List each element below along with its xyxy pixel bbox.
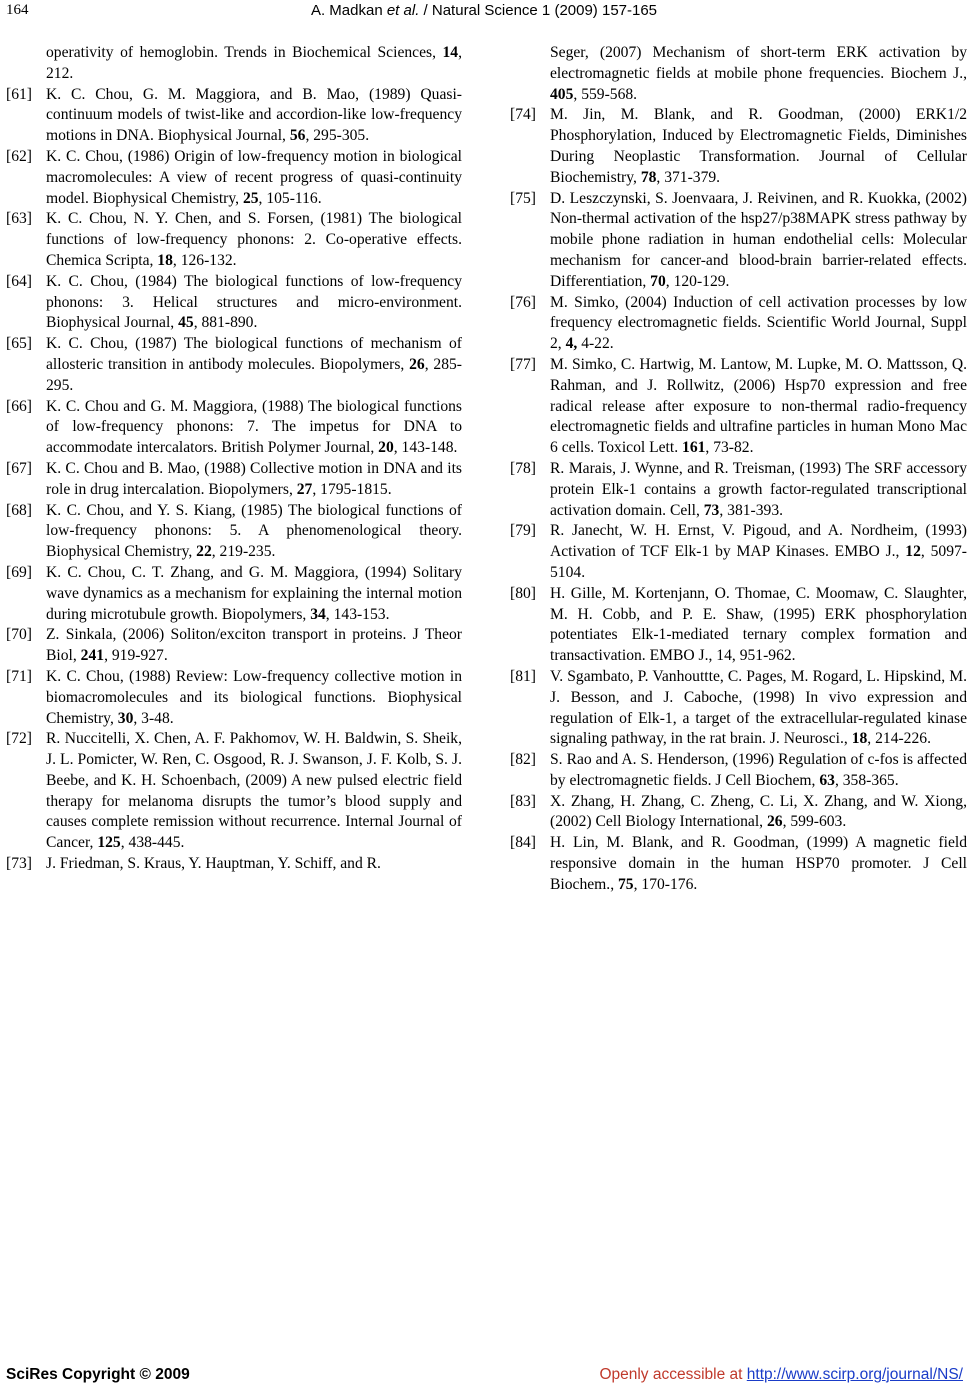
reference-text: R. Janecht, W. H. Ernst, V. Pigoud, and A. Nordheim, (1993) Activation of TCF Elk-1 by MAP Kinases. EMBO J., 12, 5097-5104. bbox=[550, 522, 967, 581]
reference-entry bbox=[6, 854, 462, 875]
running-head bbox=[0, 0, 968, 22]
reference-entry bbox=[6, 563, 462, 625]
reference-entry bbox=[6, 272, 462, 334]
footer-access bbox=[599, 1366, 963, 1384]
reference-text: X. Zhang, H. Zhang, C. Zheng, C. Li, X. Zhang, and W. Xiong, (2002) Cell Biology International, 26, 599-603. bbox=[550, 792, 967, 831]
running-head-journal: / Natural Science 1 (2009) 157-165 bbox=[423, 2, 658, 19]
reference-text: R. Marais, J. Wynne, and R. Treisman, (1993) The SRF accessory protein Elk-1 contains a growth factor-regulated transcriptional activation domain. Cell, 73, 381-393. bbox=[550, 459, 967, 519]
reference-text: K. C. Chou and G. M. Maggiora, (1988) The biological functions of low-frequency phonons: 7. The impetus for DNA to accommodate intercalators. British Polymer Journal, 20, 143-148. bbox=[46, 397, 462, 457]
reference-entry bbox=[6, 147, 462, 209]
reference-entry bbox=[6, 501, 462, 563]
footer-journal-link[interactable]: http://www.scirp.org/journal/NS/ bbox=[746, 1366, 963, 1383]
reference-entry bbox=[6, 397, 462, 459]
reference-text: H. Gille, M. Kortenjann, O. Thomae, C. Moomaw, C. Slaughter, M. H. Cobb, and P. E. Shaw, (1995) ERK phosphorylation potentiates Elk-1-mediated ternary complex formation and transactivation. EMBO J., 14, 951-962. bbox=[550, 584, 967, 665]
reference-entry bbox=[510, 459, 967, 521]
reference-text: K. C. Chou, (1988) Review: Low-frequency collective motion in biomacromolecules and its biological functions. Biophysical Chemistry, 30, 3-48. bbox=[46, 667, 462, 727]
reference-list-right bbox=[510, 105, 967, 895]
reference-entry bbox=[6, 209, 462, 271]
reference-text: K. C. Chou, C. T. Zhang, and G. M. Maggiora, (1994) Solitary wave dynamics as a mechanism for explaining the internal motion during microtubule growth. Biopolymers, 34, 143-153. bbox=[46, 563, 462, 623]
reference-number: [83] bbox=[510, 792, 536, 810]
reference-entry bbox=[6, 729, 462, 854]
reference-number: [73] bbox=[6, 855, 32, 873]
reference-number: [68] bbox=[6, 501, 32, 519]
reference-number: [67] bbox=[6, 459, 32, 477]
reference-number: [75] bbox=[510, 189, 536, 207]
reference-text: K. C. Chou, G. M. Maggiora, and B. Mao, (1989) Quasi-continuum models of twist-like and accordion-like low-frequency motions in DNA. Biophysical Journal, 56, 295-305. bbox=[46, 85, 462, 145]
reference-number: [81] bbox=[510, 667, 536, 685]
reference-entry bbox=[510, 667, 967, 750]
reference-entry bbox=[6, 667, 462, 729]
reference-entry bbox=[510, 189, 967, 293]
references-left-column bbox=[6, 43, 462, 875]
reference-entry bbox=[510, 792, 967, 834]
reference-number: [63] bbox=[6, 210, 32, 228]
reference-number: [61] bbox=[6, 85, 32, 103]
reference-entry bbox=[6, 85, 462, 147]
reference-number: [71] bbox=[6, 667, 32, 685]
reference-text: D. Leszczynski, S. Joenvaara, J. Reivinen, and R. Kuokka, (2002) Non-thermal activation of the hsp27/p38MAPK stress pathway by mobile phone radiation in human endothelial cells: Molecular mechanism for cancer-and blood-brain barrier-related effects. Differentiation, 70, 120-129. bbox=[550, 189, 967, 290]
running-head-et-al: et al. bbox=[386, 2, 420, 19]
reference-text: K. C. Chou, and Y. S. Kiang, (1985) The biological functions of low-frequency phonons: 5. A phenomenological theory. Biophysical Chemistry, 22, 219-235. bbox=[46, 501, 462, 561]
reference-entry bbox=[6, 459, 462, 501]
reference-text: K. C. Chou, (1986) Origin of low-frequency motion in biological macromolecules: A view of recent progress of quasi-continuity model. Biophysical Chemistry, 25, 105-116. bbox=[46, 147, 462, 207]
reference-text: M. Simko, (2004) Induction of cell activation processes by low frequency electromagnetic fields. Scientific World Journal, Suppl 2, 4, 4-22. bbox=[550, 293, 967, 353]
page-number: 164 bbox=[6, 2, 29, 18]
reference-entry bbox=[6, 625, 462, 667]
reference-entry bbox=[510, 833, 967, 895]
reference-number: [65] bbox=[6, 335, 32, 353]
references-right-column bbox=[510, 43, 967, 896]
reference-number: [69] bbox=[6, 563, 32, 581]
reference-number: [82] bbox=[510, 751, 536, 769]
reference-entry bbox=[510, 105, 967, 188]
reference-number: [74] bbox=[510, 106, 536, 124]
reference-number: [80] bbox=[510, 584, 536, 602]
reference-text: M. Simko, C. Hartwig, M. Lantow, M. Lupke, M. O. Mattsson, Q. Rahman, and J. Rollwitz, (2006) Hsp70 expression and free radical release after exposure to non-thermal radio-frequency electromagnetic fields and ultrafine particles in human Mono Mac 6 cells. Toxicol Lett. 161, 73-82. bbox=[550, 355, 967, 457]
reference-number: [62] bbox=[6, 147, 32, 165]
reference-number: [70] bbox=[6, 626, 32, 644]
footer-copyright: SciRes Copyright © 2009 bbox=[6, 1366, 190, 1383]
reference-number: [66] bbox=[6, 397, 32, 415]
reference-number: [77] bbox=[510, 355, 536, 373]
reference-text: K. C. Chou and B. Mao, (1988) Collective motion in DNA and its role in drug intercalation. Biopolymers, 27, 1795-1815. bbox=[46, 459, 462, 498]
reference-continuation-left: operativity of hemoglobin. Trends in Biochemical Sciences, 14, 212. bbox=[46, 44, 462, 82]
reference-text: S. Rao and A. S. Henderson, (1996) Regulation of c-fos is affected by electromagnetic fields. J Cell Biochem, 63, 358-365. bbox=[550, 751, 967, 789]
reference-text: V. Sgambato, P. Vanhouttte, C. Pages, M. Rogard, L. Hipskind, M. J. Besson, and J. Caboche, (1998) In vivo expression and regulation of Elk-1, a target of the extracellular-regulated kinase signaling pathway, in the rat brain. J. Neurosci., 18, 214-226. bbox=[550, 667, 967, 748]
reference-list-left bbox=[6, 85, 462, 875]
reference-entry bbox=[510, 584, 967, 667]
reference-entry bbox=[510, 355, 967, 459]
reference-number: [76] bbox=[510, 293, 536, 311]
reference-entry bbox=[510, 750, 967, 792]
reference-entry bbox=[6, 334, 462, 396]
reference-entry bbox=[510, 521, 967, 583]
reference-text: M. Jin, M. Blank, and R. Goodman, (2000) ERK1/2 Phosphorylation, Induced by Electromagnetic Fields, Diminishes During Neoplastic Transformation. Journal of Cellular Biochemistry, 78, 371-379. bbox=[550, 106, 967, 186]
reference-text: H. Lin, M. Blank, and R. Goodman, (1999) A magnetic field responsive domain in the human HSP70 promoter. J Cell Biochem., 75, 170-176. bbox=[550, 834, 967, 893]
reference-number: [64] bbox=[6, 272, 32, 290]
reference-entry bbox=[510, 293, 967, 355]
reference-number: [78] bbox=[510, 459, 536, 477]
reference-number: [84] bbox=[510, 834, 536, 852]
reference-continuation-right: Seger, (2007) Mechanism of short-term ERK activation by electromagnetic fields at mobile phone frequencies. Biochem J., 405, 559-568. bbox=[550, 44, 967, 103]
reference-number: [72] bbox=[6, 730, 32, 748]
reference-text: K. C. Chou, N. Y. Chen, and S. Forsen, (1981) The biological functions of low-frequency phonons: 2. Co-operative effects. Chemica Scripta, 18, 126-132. bbox=[46, 210, 462, 269]
reference-number: [79] bbox=[510, 522, 536, 540]
running-head-authors: A. Madkan bbox=[310, 2, 383, 19]
reference-text: K. C. Chou, (1987) The biological functions of mechanism of allosteric transition in antibody molecules. Biopolymers, 26, 285-295. bbox=[46, 335, 462, 394]
reference-text: R. Nuccitelli, X. Chen, A. F. Pakhomov, W. H. Baldwin, S. Sheik, J. L. Pomicter, W. Ren, C. Osgood, R. J. Swanson, J. F. Kolb, S. J. Beebe, and K. H. Schoenbach, (2009) A new pulsed electric field therapy for melanoma disrupts the tumor’s blood supply and causes complete remission without recurrence. Internal Journal of Cancer, 125, 438-445. bbox=[46, 730, 462, 852]
reference-text: Z. Sinkala, (2006) Soliton/exciton transport in proteins. J Theor Biol, 241, 919-927. bbox=[46, 626, 462, 665]
reference-text: K. C. Chou, (1984) The biological functions of low-frequency phonons: 3. Helical structures and micro-environment. Biophysical Journal, 45, 881-890. bbox=[46, 272, 462, 332]
reference-text: J. Friedman, S. Kraus, Y. Hauptman, Y. Schiff, and R. bbox=[46, 855, 381, 873]
footer-open-access-text: Openly accessible at bbox=[599, 1366, 747, 1383]
